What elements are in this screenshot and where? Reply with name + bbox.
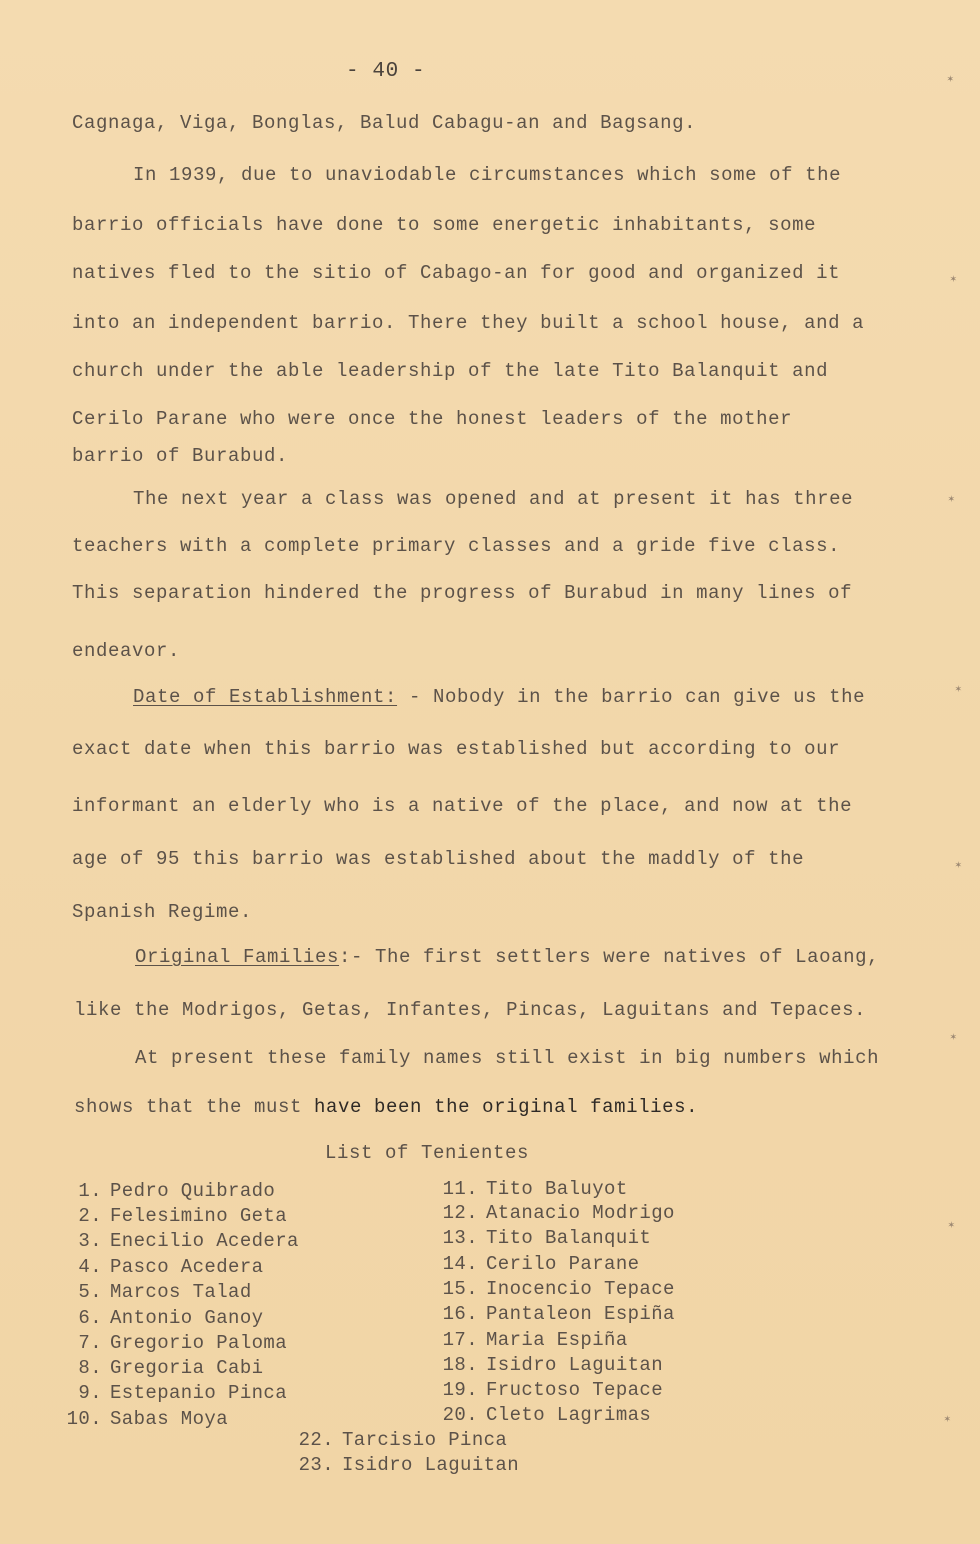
list-item: 2. Felesimino Geta bbox=[78, 1205, 288, 1227]
list-item: 23. Isidro Laguitan bbox=[298, 1454, 520, 1476]
paper-speck: ✶ bbox=[947, 74, 954, 86]
text-line: In 1939, due to unaviodable circumstances which some of the bbox=[133, 164, 842, 186]
text-span: - Nobody in the barrio can give us the bbox=[397, 686, 866, 708]
list-item: 7. Gregorio Paloma bbox=[78, 1332, 288, 1354]
text-line: informant an elderly who is a native of the place, and now at the bbox=[72, 795, 853, 817]
text-line bbox=[74, 1096, 698, 1118]
text-line: exact date when this barrio was established but according to our bbox=[72, 738, 841, 760]
list-item: 20. Cleto Lagrimas bbox=[442, 1404, 652, 1426]
text-line: barrio officials have done to some energetic inhabitants, some bbox=[72, 214, 817, 236]
text-line: church under the able leadership of the late Tito Balanquit and bbox=[72, 360, 829, 382]
list-item: 14. Cerilo Parane bbox=[442, 1253, 640, 1275]
list-item: 10. Sabas Moya bbox=[66, 1408, 229, 1430]
list-item: 18. Isidro Laguitan bbox=[442, 1354, 664, 1376]
list-item: 16. Pantaleon Espiña bbox=[442, 1303, 675, 1325]
text-span: shows that the must bbox=[74, 1096, 315, 1118]
paper-speck: ✶ bbox=[955, 684, 962, 696]
list-item: 1. Pedro Quibrado bbox=[78, 1180, 276, 1202]
list-item: 17. Maria Espiña bbox=[442, 1329, 628, 1351]
page-number: - 40 - bbox=[346, 60, 426, 83]
list-item: 6. Antonio Ganoy bbox=[78, 1307, 264, 1329]
list-item: 19. Fructoso Tepace bbox=[442, 1379, 664, 1401]
text-line: age of 95 this barrio was established about the maddly of the bbox=[72, 848, 805, 870]
text-line bbox=[133, 686, 865, 708]
text-line: This separation hindered the progress of Burabud in many lines of bbox=[72, 582, 853, 604]
list-title: List of Tenientes bbox=[325, 1142, 530, 1164]
list-item: 11. Tito Baluyot bbox=[442, 1178, 628, 1200]
paper-speck: ✶ bbox=[948, 494, 955, 506]
paper-speck: ✶ bbox=[950, 274, 957, 286]
text-line: Spanish Regime. bbox=[72, 901, 253, 923]
text-line: like the Modrigos, Getas, Infantes, Pincas, Laguitans and Tepaces. bbox=[74, 999, 867, 1021]
text-line: endeavor. bbox=[72, 640, 181, 662]
text-line: Cagnaga, Viga, Bonglas, Balud Cabagu-an and Bagsang. bbox=[72, 112, 697, 134]
list-item: 3. Enecilio Acedera bbox=[78, 1230, 299, 1252]
paper-speck: ✶ bbox=[948, 1220, 955, 1232]
list-item: 13. Tito Balanquit bbox=[442, 1227, 652, 1249]
paper-speck: ✶ bbox=[950, 1032, 957, 1044]
list-item: 15. Inocencio Tepace bbox=[442, 1278, 675, 1300]
text-line bbox=[135, 946, 879, 968]
text-line: Cerilo Parane who were once the honest leaders of the mother bbox=[72, 408, 793, 430]
paper-speck: ✶ bbox=[944, 1414, 951, 1426]
text-line: At present these family names still exist in big numbers which bbox=[135, 1047, 880, 1069]
list-item: 12. Atanacio Modrigo bbox=[442, 1202, 675, 1224]
list-item: 9. Estepanio Pinca bbox=[78, 1382, 288, 1404]
text-line: barrio of Burabud. bbox=[72, 445, 289, 467]
text-line: natives fled to the sitio of Cabago-an for good and organized it bbox=[72, 262, 841, 284]
list-item: 5. Marcos Talad bbox=[78, 1281, 252, 1303]
list-item: 22. Tarcisio Pinca bbox=[298, 1429, 508, 1451]
section-heading: Date of Establishment: bbox=[133, 686, 398, 708]
section-heading: Original Families bbox=[135, 946, 340, 968]
text-span: :- The first settlers were natives of Laoang, bbox=[339, 946, 880, 968]
list-item: 8. Gregoria Cabi bbox=[78, 1357, 264, 1379]
text-span: have been the original families. bbox=[314, 1096, 699, 1118]
text-line: The next year a class was opened and at present it has three bbox=[133, 488, 854, 510]
text-line: into an independent barrio. There they built a school house, and a bbox=[72, 312, 865, 334]
paper-speck: ✶ bbox=[955, 860, 962, 872]
text-line: teachers with a complete primary classes and a gride five class. bbox=[72, 535, 841, 557]
list-item: 4. Pasco Acedera bbox=[78, 1256, 264, 1278]
